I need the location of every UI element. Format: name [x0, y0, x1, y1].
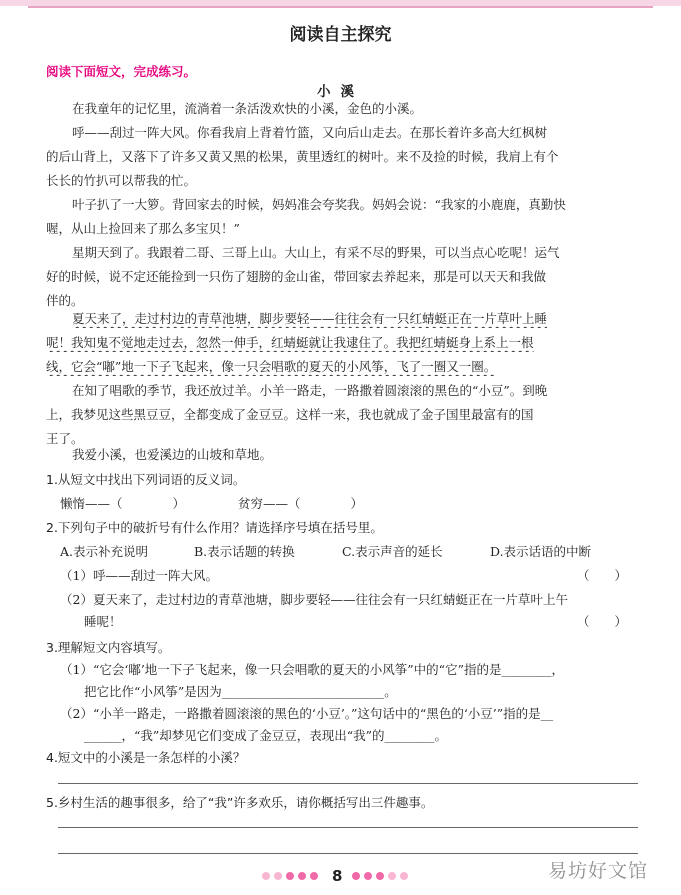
- q3-item-1-cont[interactable]: 把它比作“小风筝”是因为__________________________。: [84, 684, 397, 699]
- q2-answer-1[interactable]: （ ）: [576, 568, 627, 583]
- passage-line: 好的时候，说不定还能捡到一只伤了翅膀的金山雀，带回家去养起来，那是可以天天和我做: [46, 269, 547, 284]
- passage-line: 叶子扒了一大箩。背回家去的时候，妈妈准会夸奖我。妈妈会说：“我家的小鹿鹿，真勤快: [72, 197, 566, 212]
- footer-dots-right: [352, 872, 408, 880]
- passage-line: 喔，从山上捡回来了那么多宝贝！”: [46, 221, 240, 236]
- q2-sentence-1: （1）呼——刮过一阵大风。: [60, 568, 218, 583]
- dot-icon: [262, 872, 270, 880]
- passage-line: 在知了唱歌的季节，我还放过羊。小羊一路走，一路撒着圆滚滚的黑色的“小豆”。到晚: [72, 383, 548, 398]
- passage-line: 伴的。: [46, 293, 84, 308]
- passage-line-underlined: 夏天来了，走过村边的青草池塘，脚步要轻——往往会有一只红蜻蜓正在一片草叶上睡: [72, 311, 548, 326]
- q1-blank-a[interactable]: 懒惰——（ ）: [60, 496, 186, 511]
- footer-dots-left: [262, 872, 318, 880]
- instruction-text: 阅读下面短文，完成练习。: [46, 64, 197, 79]
- passage-line-underlined: 线，它会“嘟”地一下子飞起来，像一只会唱歌的夏天的小风筝，飞了一圈又一圈。: [46, 359, 497, 374]
- passage-line: 王了。: [46, 431, 84, 446]
- q5-answer-line[interactable]: [58, 853, 638, 854]
- q3-stem: 3.理解短文内容填写。: [46, 640, 171, 655]
- q1-stem: 1.从短文中找出下列词语的反义词。: [46, 472, 246, 487]
- q2-option-b: B.表示话题的转换: [194, 544, 295, 559]
- dot-icon: [364, 872, 372, 880]
- passage-line: 上，我梦见这些黑豆豆，全都变成了金豆豆。这样一来，我也就成了金子国里最富有的国: [46, 407, 534, 422]
- q2-stem: 2.下列句子中的破折号有什么作用？请选择序号填在括号里。: [46, 520, 383, 535]
- dot-icon: [388, 872, 396, 880]
- passage-line: 我爱小溪，也爱溪边的山坡和草地。: [72, 447, 273, 462]
- q1-blank-b[interactable]: 贫穷——（ ）: [238, 496, 364, 511]
- dot-icon: [352, 872, 360, 880]
- q2-sentence-2: （2）夏天来了，走过村边的青草池塘，脚步要轻——往往会有一只红蜻蜓正在一片草叶上午: [60, 592, 568, 607]
- dot-icon: [400, 872, 408, 880]
- dot-icon: [286, 872, 294, 880]
- q5-answer-line[interactable]: [58, 827, 638, 828]
- passage-line: 在我童年的记忆里，流淌着一条活泼欢快的小溪，金色的小溪。: [72, 101, 423, 116]
- passage-title: 小溪: [317, 84, 364, 100]
- q2-answer-2[interactable]: （ ）: [576, 614, 627, 629]
- q3-item-1[interactable]: （1）“它会‘嘟’地一下子飞起来，像一只会唱歌的夏天的小风筝”中的“它”指的是________，: [60, 662, 564, 677]
- passage-line: 呼——刮过一阵大风。你看我肩上背着竹篮，又向后山走去。在那长着许多高大红枫树: [72, 125, 548, 140]
- watermark: 易坊好文馆: [548, 860, 649, 882]
- passage-line: 长长的竹扒可以帮我的忙。: [46, 173, 197, 188]
- top-divider: [28, 6, 653, 8]
- q2-option-a: A.表示补充说明: [60, 544, 149, 559]
- q2-option-d: D.表示话语的中断: [490, 544, 592, 559]
- q4-answer-line[interactable]: [58, 783, 638, 784]
- section-title: 阅读自主探究: [289, 25, 392, 45]
- dot-icon: [274, 872, 282, 880]
- q2-sentence-2-cont: 睡呢！: [84, 614, 122, 629]
- passage-line: 星期天到了。我跟着二哥、三哥上山。大山上，有采不尽的野果，可以当点心吃呢！运气: [72, 245, 560, 260]
- q5-stem: 5.乡村生活的趣事很多，给了“我”许多欢乐，请你概括写出三件趣事。: [46, 795, 434, 810]
- q4-stem: 4.短文中的小溪是一条怎样的小溪？: [46, 750, 246, 765]
- passage-line: 的后山背上，又落下了许多又黄又黑的松果，黄里透红的树叶。来不及捡的时候，我肩上有个: [46, 149, 559, 164]
- dot-icon: [376, 872, 384, 880]
- passage-line-underlined: 呢！我知鬼不觉地走过去，忽然一伸手，红蜻蜓就让我逮住了。我把红蜻蜓身上系上一根: [46, 335, 534, 350]
- dot-icon: [310, 872, 318, 880]
- page-number: 8: [332, 867, 343, 885]
- q3-item-2-cont[interactable]: ______，“我”却梦见它们变成了金豆豆，表现出“我”的________。: [84, 728, 448, 743]
- q2-option-c: C.表示声音的延长: [342, 544, 443, 559]
- q3-item-2[interactable]: （2）“小羊一路走，一路撒着圆滚滚的黑色的‘小豆’。”这句话中的“黑色的‘小豆’”指的是__: [60, 706, 554, 721]
- dot-icon: [298, 872, 306, 880]
